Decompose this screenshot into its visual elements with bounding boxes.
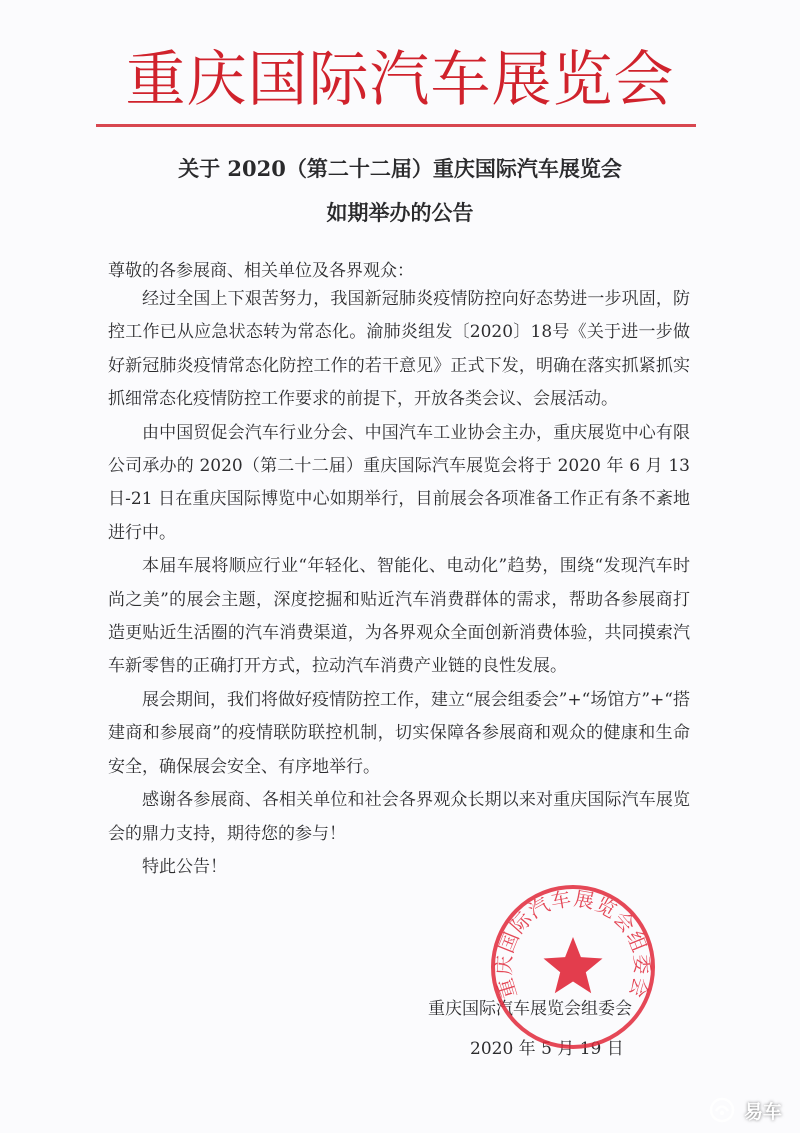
signature-date: 2020 年 5 月 19 日 (470, 1039, 624, 1059)
paragraph-show-theme: 本届车展将顺应行业“年轻化、智能化、电动化”趋势，围绕“发现汽车时尚之美”的展会主题，深度挖掘和贴近汽车消费群体的需求，帮助各参展商打造更贴近生活圈的汽车消费渠道，为各界观众全面创新消费体验，共同摸索汽车新零售的正确打开方式，拉动汽车消费产业链的良性发展。 (108, 556, 690, 677)
paragraph-covid-normalization: 经过全国上下艰苦努力，我国新冠肺炎疫情防控向好态势进一步巩固，防控工作已从应急状态转为常态化。渝肺炎组发〔2020〕18号《关于进一步做好新冠肺炎疫情常态化防控工作的若干意见》正式下发，明确在落实抓紧抓实抓细常态化疫情防控工作要求的前提下，开放各类会议、会展活动。 (108, 289, 690, 410)
paragraph-event-schedule: 由中国贸促会汽车行业分会、中国汽车工业协会主办，重庆展览中心有限公司承办的 2020（第二十二届）重庆国际汽车展览会将于 2020 年 6 月 13 日-21 日在重庆国际博览中心如期举行，目前展会各项准备工作正有条不紊地进行中。 (108, 422, 690, 543)
paragraph-epidemic-control: 展会期间，我们将做好疫情防控工作，建立“展会组委会”+“场馆方”+“搭建商和参展商”的疫情联防联控机制，切实保障各参展商和观众的健康和生命安全，确保展会安全、有序地举行。 (108, 689, 690, 777)
watermark (708, 1094, 796, 1126)
star-icon (544, 937, 603, 993)
seal-text: 重庆国际汽车展览会组委会 (491, 886, 655, 1002)
official-seal (488, 882, 658, 1052)
letterhead-title: 重庆国际汽车展览会 (125, 45, 675, 115)
salutation: 尊敬的各参展商、相关单位及各界观众： (108, 261, 414, 281)
notice-body (108, 283, 690, 884)
paragraph-closing: 特此公告！ (142, 856, 227, 877)
yiche-logo-icon (708, 1096, 738, 1124)
watermark-text: 易车 (744, 1101, 783, 1123)
signature-organization: 重庆国际汽车展览会组委会 (428, 999, 632, 1019)
notice-title-line2: 如期举办的公告 (326, 200, 474, 225)
notice-title-line1: 关于 2020（第二十二届）重庆国际汽车展览会 (178, 156, 622, 181)
letterhead-divider (96, 124, 696, 127)
paragraph-thanks: 感谢各参展商、各相关单位和社会各界观众长期以来对重庆国际汽车展览会的鼎力支持，期待您的参与！ (108, 790, 690, 844)
